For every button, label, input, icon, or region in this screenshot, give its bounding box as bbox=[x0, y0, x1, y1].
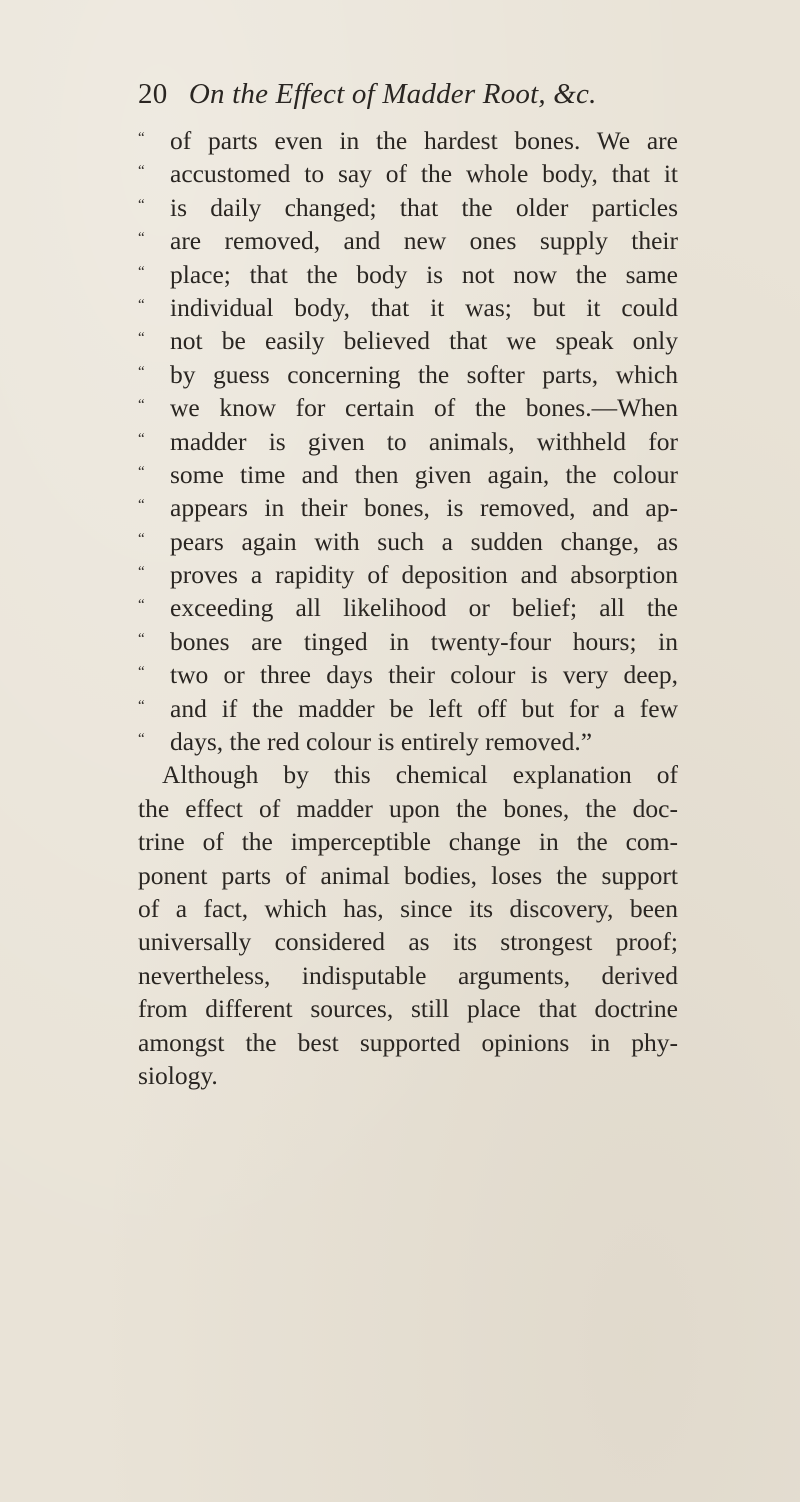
quoted-line bbox=[138, 157, 678, 190]
line-text: accustomed to say of the whole body, that it bbox=[170, 159, 678, 189]
quote-mark: “ bbox=[138, 597, 145, 614]
quote-mark: “ bbox=[138, 230, 145, 247]
line-text: are removed, and new ones supply their bbox=[170, 226, 678, 256]
line-text: two or three days their colour is very deep, bbox=[170, 660, 678, 690]
paragraph-line: from different sources, still place that doctrine bbox=[138, 994, 678, 1024]
line-text: exceeding all likelihood or belief; all the bbox=[170, 593, 678, 623]
quote-mark: “ bbox=[138, 530, 145, 547]
line-text: not be easily believed that we speak only bbox=[170, 326, 678, 356]
quoted-line bbox=[138, 191, 678, 224]
quote-mark: “ bbox=[138, 664, 145, 681]
running-header bbox=[138, 78, 698, 118]
body-text bbox=[138, 124, 678, 1092]
paragraph-line: ponent parts of animal bodies, loses the support bbox=[138, 860, 678, 890]
paragraph-line: trine of the imperceptible change in the com- bbox=[138, 827, 678, 857]
quote-mark: “ bbox=[138, 130, 145, 146]
quote-mark: “ bbox=[138, 296, 145, 313]
quote-mark: “ bbox=[138, 697, 145, 714]
line-text: some time and then given again, the colour bbox=[170, 459, 678, 489]
paragraph-line: siology. bbox=[138, 1060, 218, 1090]
quoted-line bbox=[138, 358, 678, 391]
quoted-line bbox=[138, 491, 678, 524]
quoted-line bbox=[138, 291, 678, 324]
quote-mark: “ bbox=[138, 363, 145, 380]
quote-mark: “ bbox=[138, 497, 145, 514]
quoted-line bbox=[138, 558, 678, 591]
quoted-line bbox=[138, 224, 678, 257]
line-text: individual body, that it was; but it could bbox=[170, 292, 678, 322]
line-text: we know for certain of the bones.—When bbox=[170, 393, 678, 423]
page-number: 20 bbox=[138, 78, 168, 110]
line-text: pears again with such a sudden change, as bbox=[170, 526, 678, 556]
quoted-line bbox=[138, 591, 678, 624]
quote-mark: “ bbox=[138, 397, 145, 414]
quoted-line bbox=[138, 124, 678, 157]
line-text: appears in their bones, is removed, and ap- bbox=[170, 493, 678, 523]
paragraph-line: amongst the best supported opinions in phy- bbox=[138, 1027, 678, 1057]
paragraph-line: nevertheless, indisputable arguments, derived bbox=[138, 960, 678, 990]
line-text: days, the red colour is entirely removed.” bbox=[170, 727, 593, 757]
quoted-line bbox=[138, 525, 678, 558]
line-text: by guess concerning the softer parts, which bbox=[170, 359, 678, 389]
running-title: On the Effect of Madder Root, &c. bbox=[188, 78, 597, 110]
quote-mark: “ bbox=[138, 564, 145, 581]
line-text: place; that the body is not now the same bbox=[170, 259, 678, 289]
line-text: of parts even in the hardest bones. We are bbox=[170, 126, 678, 155]
quote-mark: “ bbox=[138, 263, 145, 280]
paragraph-line: of a fact, which has, since its discovery, been bbox=[138, 893, 678, 923]
line-text: is daily changed; that the older particles bbox=[170, 192, 678, 222]
quote-mark: “ bbox=[138, 731, 145, 748]
quoted-line bbox=[138, 425, 678, 458]
quote-mark: “ bbox=[138, 196, 145, 213]
quoted-line bbox=[138, 258, 678, 291]
quote-mark: “ bbox=[138, 463, 145, 480]
line-text: madder is given to animals, withheld for bbox=[170, 426, 678, 456]
quoted-line bbox=[138, 725, 678, 758]
quote-mark: “ bbox=[138, 163, 145, 180]
quoted-line bbox=[138, 692, 678, 725]
line-text: and if the madder be left off but for a few bbox=[170, 693, 678, 723]
paragraph-line: the effect of madder upon the bones, the doc- bbox=[138, 793, 678, 823]
quoted-line bbox=[138, 458, 678, 491]
quote-mark: “ bbox=[138, 430, 145, 447]
quoted-line bbox=[138, 391, 678, 424]
quoted-line bbox=[138, 324, 678, 357]
quoted-line bbox=[138, 625, 678, 658]
quote-mark: “ bbox=[138, 330, 145, 347]
quoted-line bbox=[138, 658, 678, 691]
line-text: proves a rapidity of deposition and absorption bbox=[170, 560, 678, 590]
paragraph-line: universally considered as its strongest proof; bbox=[138, 927, 678, 957]
paragraph-line: Although by this chemical explanation of bbox=[162, 760, 678, 790]
quote-mark: “ bbox=[138, 630, 145, 647]
line-text: bones are tinged in twenty-four hours; in bbox=[170, 626, 678, 656]
